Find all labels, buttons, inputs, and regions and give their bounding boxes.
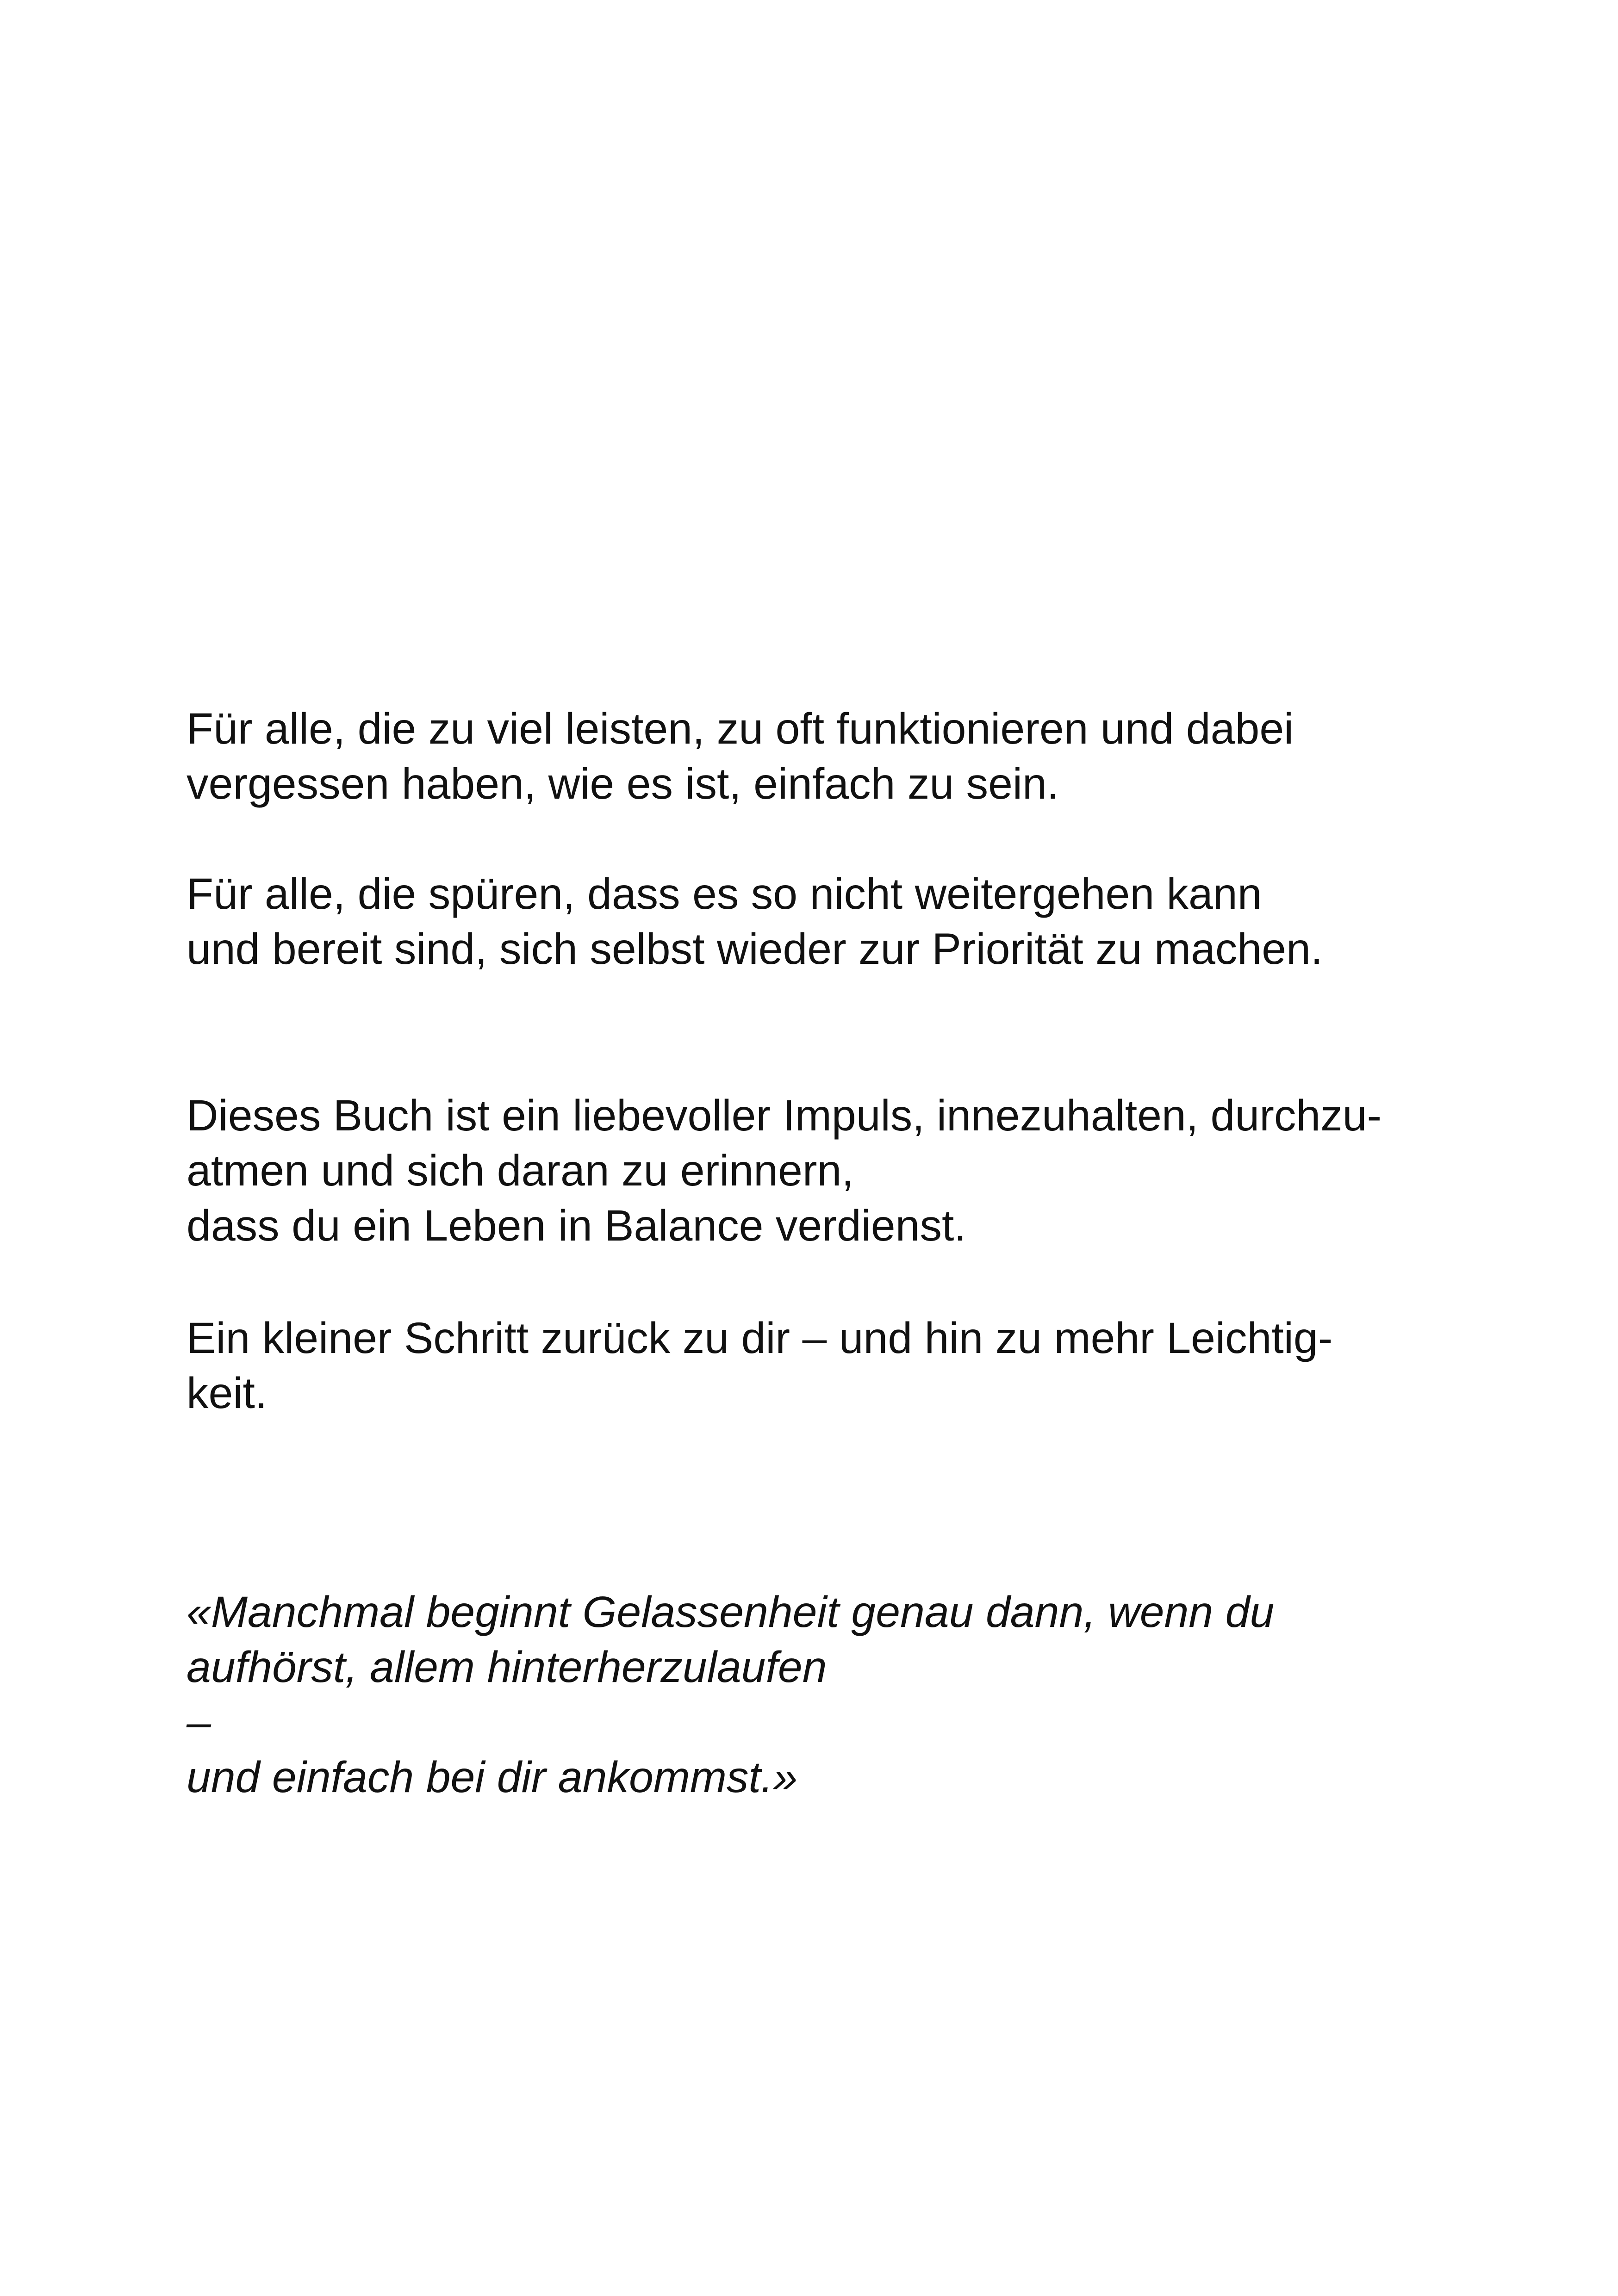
text-line: Dieses Buch ist ein liebevoller Impuls, innezuhalten, durchzu- [187,1091,1382,1140]
quote-line: – [187,1698,211,1747]
dedication-paragraph-1 [187,701,1482,812]
text-line: vergessen haben, wie es ist, einfach zu sein. [187,759,1059,808]
text-line: Für alle, die zu viel leisten, zu oft funktionieren und dabei [187,704,1294,753]
dedication-paragraph-2 [187,867,1482,977]
text-line: keit. [187,1369,268,1418]
book-description-paragraph [187,1088,1482,1253]
text-line: Für alle, die spüren, dass es so nicht weitergehen kann [187,869,1262,918]
text-line: dass du ein Leben in Balance verdienst. [187,1201,966,1250]
closing-paragraph [187,1311,1482,1421]
text-line: atmen und sich daran zu erinnern, [187,1146,854,1195]
quote-line: «Manchmal beginnt Gelassenheit genau dann, wenn du [187,1588,1275,1637]
text-line: und bereit sind, sich selbst wieder zur Priorität zu machen. [187,925,1323,974]
text-line: Ein kleiner Schritt zurück zu dir – und hin zu mehr Leichtig- [187,1314,1333,1363]
quote-line: aufhörst, allem hinterherzulaufen [187,1643,827,1692]
quote-block [187,1585,1482,1805]
quote-line: und einfach bei dir ankommst.» [187,1753,798,1802]
